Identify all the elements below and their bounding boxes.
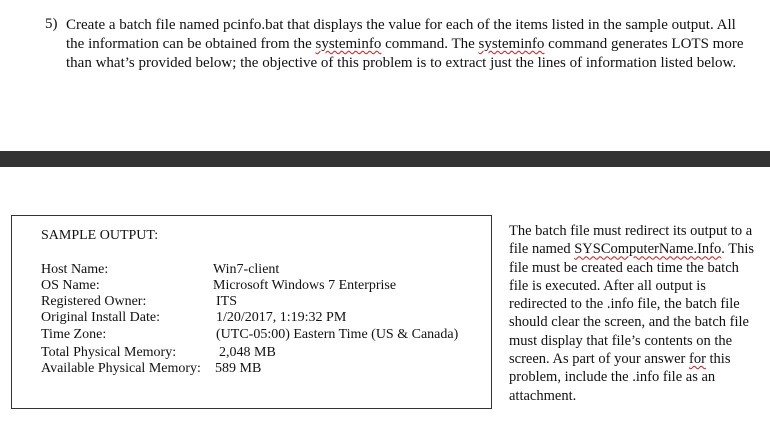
- sample-output-row: [41, 361, 262, 377]
- instructions-text-segment: this problem, include the .info file as an attachment.: [509, 351, 731, 404]
- sample-output-row: [41, 294, 237, 310]
- sample-output-value: ITS: [216, 294, 237, 309]
- question-number: 5): [45, 16, 58, 32]
- sample-output-row: [41, 262, 280, 278]
- section-divider: [0, 151, 770, 167]
- sample-output-box: [11, 215, 492, 409]
- sample-output-label: Time Zone:: [41, 327, 107, 342]
- sample-output-row: [41, 345, 276, 361]
- question-text: [66, 16, 756, 73]
- question-text-segment: systeminfo: [315, 36, 382, 52]
- sample-output-label: OS Name:: [41, 278, 100, 293]
- sample-output-label: Registered Owner:: [41, 294, 147, 309]
- question-text-segment: command generates LOTS more than what’s provided below; the objective of this problem is to extract just the lines of information listed below.: [66, 36, 744, 71]
- question-text-segment: command. The: [381, 36, 479, 52]
- sample-output-value: 1/20/2017, 1:19:32 PM: [216, 310, 347, 325]
- sample-output-label: Total Physical Memory:: [41, 345, 177, 360]
- sample-output-heading: SAMPLE OUTPUT:: [41, 228, 159, 243]
- instructions-text-segment: The batch file must redirect its output to a file named: [509, 223, 753, 258]
- sample-output-value: Microsoft Windows 7 Enterprise: [213, 278, 397, 293]
- sample-output-value: 589 MB: [215, 361, 262, 376]
- sample-output-row: [41, 327, 459, 343]
- sample-output-label: Available Physical Memory:: [41, 361, 201, 376]
- sample-output-label: Host Name:: [41, 262, 109, 277]
- sample-output-value: 2,048 MB: [219, 345, 276, 360]
- instructions-text-segment: for: [688, 351, 706, 368]
- instructions-text-segment: SYSComputerName.Info: [574, 241, 722, 258]
- sample-output-row: [41, 310, 347, 326]
- question-text-segment: systeminfo: [478, 36, 545, 52]
- instructions-text-segment: . This file must be created each time the batch file is executed. After all output is redirected to the .info file, the batch file should clear the screen, and the batch file must display that file’s contents on the screen. As part of your answer: [509, 241, 755, 368]
- sample-output-label: Original Install Date:: [41, 310, 160, 325]
- sample-output-value: (UTC-05:00) Eastern Time (US & Canada): [216, 327, 459, 342]
- question-text-segment: Create a batch file named pcinfo.bat that displays the value for each of the items listed in the sample output. All the information can be obtained from the: [66, 17, 736, 52]
- sample-output-value: Win7-client: [213, 262, 280, 277]
- instructions-text: [509, 222, 759, 405]
- sample-output-row: [41, 278, 397, 294]
